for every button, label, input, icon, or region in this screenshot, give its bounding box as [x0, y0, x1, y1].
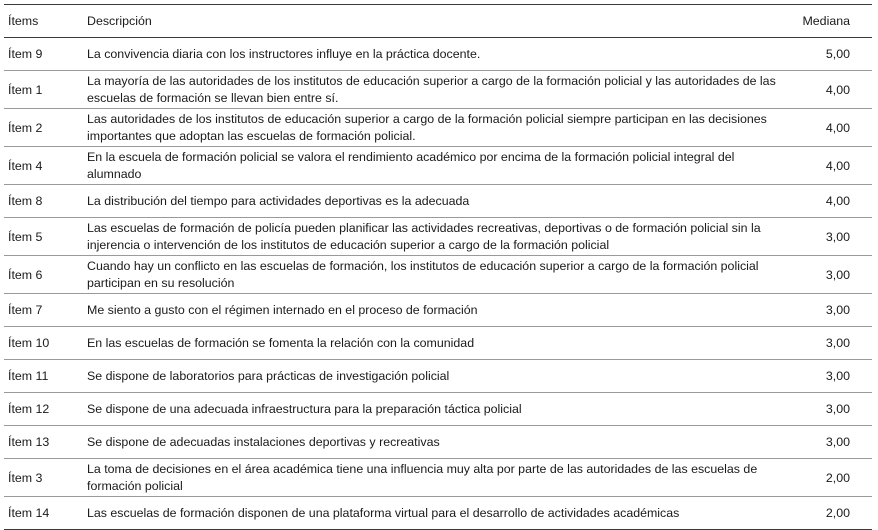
item-label: Ítem 4 [4, 147, 80, 185]
item-median: 3,00 [786, 327, 872, 360]
item-description: En las escuelas de formación se fomenta la relación con la comunidad [80, 327, 786, 360]
table-row [4, 327, 872, 360]
table-row [4, 109, 872, 147]
item-label: Ítem 11 [4, 360, 80, 393]
header-description: Descripción [80, 5, 786, 38]
item-description: Se dispone de una adecuada infraestructura para la preparación táctica policial [80, 393, 786, 426]
item-median: 4,00 [786, 185, 872, 218]
table-row [4, 256, 872, 294]
table-row [4, 426, 872, 459]
item-description: Se dispone de laboratorios para prácticas de investigación policial [80, 360, 786, 393]
item-description: Las escuelas de formación de policía pueden planificar las actividades recreativas, deportivas o de formación policial sin la injerencia o intervención de los institutos de educación superior a cargo de la formación policial [80, 218, 786, 256]
item-median: 3,00 [786, 393, 872, 426]
item-median: 2,00 [786, 497, 872, 530]
item-median: 3,00 [786, 294, 872, 327]
item-median: 3,00 [786, 256, 872, 294]
item-median: 3,00 [786, 360, 872, 393]
item-description: Cuando hay un conflicto en las escuelas de formación, los institutos de educación superior a cargo de la formación policial participan en su resolución [80, 256, 786, 294]
item-label: Ítem 13 [4, 426, 80, 459]
table-row [4, 497, 872, 530]
item-description: La distribución del tiempo para actividades deportivas es la adecuada [80, 185, 786, 218]
item-description: Las escuelas de formación disponen de una plataforma virtual para el desarrollo de actividades académicas [80, 497, 786, 530]
item-description: La mayoría de las autoridades de los institutos de educación superior a cargo de la formación policial y las autoridades de las escuelas de formación se llevan bien entre sí. [80, 71, 786, 109]
table-row [4, 393, 872, 426]
table-row [4, 360, 872, 393]
item-description: En la escuela de formación policial se valora el rendimiento académico por encima de la formación policial integral del alumnado [80, 147, 786, 185]
item-description: La toma de decisiones en el área académica tiene una influencia muy alta por parte de las autoridades de las escuelas de formación policial [80, 459, 786, 497]
item-label: Ítem 14 [4, 497, 80, 530]
item-label: Ítem 9 [4, 38, 80, 71]
table-row [4, 38, 872, 71]
item-label: Ítem 10 [4, 327, 80, 360]
item-median: 4,00 [786, 109, 872, 147]
item-description: Me siento a gusto con el régimen internado en el proceso de formación [80, 294, 786, 327]
item-description: La convivencia diaria con los instructores influye en la práctica docente. [80, 38, 786, 71]
item-median: 3,00 [786, 426, 872, 459]
table-row [4, 185, 872, 218]
median-table-container [4, 4, 872, 530]
item-label: Ítem 8 [4, 185, 80, 218]
item-median: 5,00 [786, 38, 872, 71]
table-row [4, 218, 872, 256]
item-description: Se dispone de adecuadas instalaciones deportivas y recreativas [80, 426, 786, 459]
median-table [4, 4, 872, 530]
table-row [4, 71, 872, 109]
item-label: Ítem 7 [4, 294, 80, 327]
item-label: Ítem 2 [4, 109, 80, 147]
item-median: 2,00 [786, 459, 872, 497]
table-row [4, 294, 872, 327]
item-median: 4,00 [786, 147, 872, 185]
item-label: Ítem 1 [4, 71, 80, 109]
item-label: Ítem 3 [4, 459, 80, 497]
item-label: Ítem 5 [4, 218, 80, 256]
item-description: Las autoridades de los institutos de educación superior a cargo de la formación policial siempre participan en las decisiones importantes que adoptan las escuelas de formación policial. [80, 109, 786, 147]
table-header-row [4, 5, 872, 38]
table-row [4, 147, 872, 185]
header-median: Mediana [786, 5, 872, 38]
item-median: 4,00 [786, 71, 872, 109]
item-median: 3,00 [786, 218, 872, 256]
item-label: Ítem 6 [4, 256, 80, 294]
item-label: Ítem 12 [4, 393, 80, 426]
table-row [4, 459, 872, 497]
header-items: Ítems [4, 5, 80, 38]
